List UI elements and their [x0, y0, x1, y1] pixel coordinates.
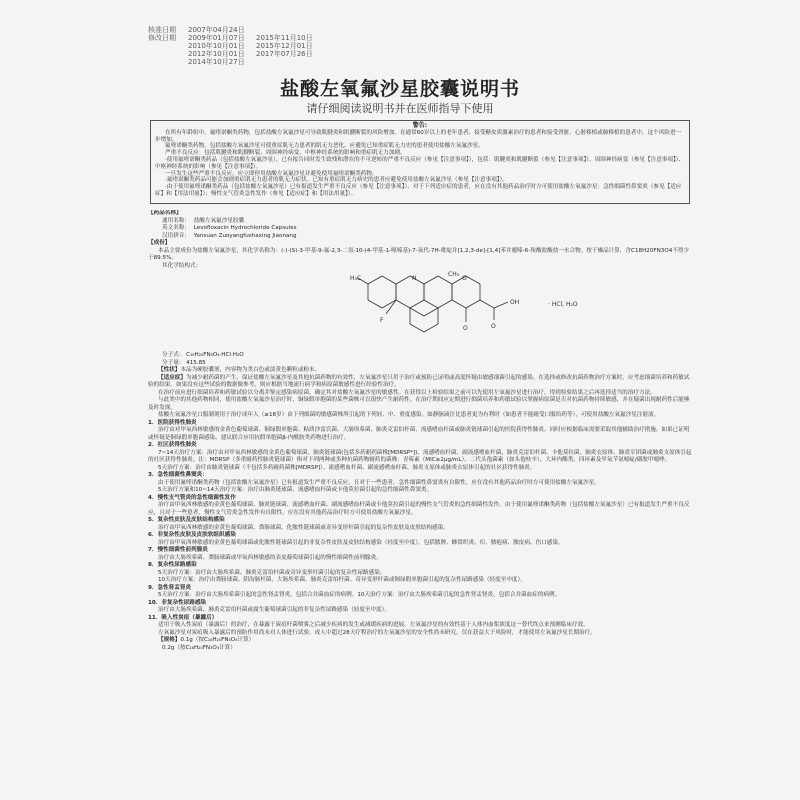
- indication-item-text: 治疗由大肠埃希菌、肺炎克雷伯杆菌或腐生葡萄球菌引起的非复杂性尿路感染（轻度至中度）。: [158, 607, 391, 613]
- spec-line: [148, 637, 694, 645]
- section-heading-indication: 【适应症】: [158, 374, 186, 381]
- warning-paragraph: ·由于使用氟喹诺酮类药品（包括盐酸左氧氟沙星）已有报道发生严重不良反应（参见【注意事项】），对于下列适应症的患者，应在没有其他药品治疗时方可使用盐酸左氧氟沙星：急性细菌性鼻窦炎（参见【适应症】和【用法用量】）；慢性支气管炎急性发作（参见【适应症】和【用法用量】）。: [155, 184, 682, 197]
- revise-date: 2015年11月10日: [256, 34, 313, 42]
- revise-date-row: [148, 50, 313, 58]
- indication-item-heading: 2．社区获得性肺炎: [148, 442, 197, 448]
- indication-item-text: 治疗由甲氧西林敏感的金黄色葡萄球菌或化脓性链球菌引起的非复杂性皮肤及皮肤结构感染（轻度至中度），包括脓肿、蜂窝织炎、疖、脓疱病、脓皮病、伤口感染。: [158, 539, 564, 546]
- leaflet-body: [148, 210, 694, 798]
- spec-value: 0.1g（按C₁₈H₂₀FN₃O₄计算）: [180, 637, 255, 643]
- drug-name-row: [148, 218, 694, 226]
- warning-paragraph: 氟喹诺酮类药物，包括盐酸左氧氟沙星可使重症肌无力患者的肌无力恶化。应避免已知重症肌无力史的患者使用盐酸左氧氟沙星。: [165, 143, 484, 150]
- indication-item-text: 治疗由大肠埃希菌、粪肠球菌或甲氧西林敏感的表皮葡萄球菌引起的慢性细菌性前列腺炎。: [158, 554, 382, 561]
- warning-paragraph: ·使用氟喹诺酮类药品（包括盐酸左氧氟沙星），已有报告同时发生致残和潜在的不可逆转的严重不良反应（参见【注意事项】），包括：肌腱炎和肌腱断裂（参见【注意事项】）、周围神经病变（参见【注意事项】）、中枢神经系统的影响（参见【注意事项】）。: [155, 156, 685, 170]
- molecular-formula: 分子式： C₁₈H₂₀FN₃O₄·HCl·H₂O: [162, 352, 244, 358]
- indication-item-heading: 6．非复杂性皮肤及皮肤软组织感染: [148, 532, 236, 538]
- indication-item-text: 治疗由甲氧西林敏感的金黄色葡萄球菌、肺炎链球菌、流感嗜血杆菌、副流感嗜血杆菌或卡他莫拉菌引起的慢性支气管炎的急性细菌性发作。由于使用氟喹诺酮类药物（包括盐酸左氧氟沙星）已有报道发生严重不良反应，且对于一些患者，慢性支气管炎急性发作有自限性，应在没有其他药品治疗时方可使用盐酸左氧氟沙星。: [148, 502, 690, 516]
- indication-list: [148, 420, 694, 638]
- indication-paragraph: 为减少耐药菌的产生，保证盐酸左氧氟沙星及其他抗菌药物的有效性，左氧氟沙星只用于治疗或预防已证明或高度怀疑由敏感细菌引起的感染。在选择或修改抗菌药物治疗方案时，应考虑细菌培养和药敏试验的结果。如果没有这些试验的数据做参考，则应根据当地流行病学和病原菌敏感性进行经验性治疗。: [148, 374, 690, 388]
- drug-name-value: Yansuan Zuoyangfushaxing Jiaonang: [193, 232, 297, 239]
- svg-text:O: O: [491, 323, 496, 330]
- revise-date-row: [148, 42, 313, 50]
- svg-text:OH: OH: [510, 299, 520, 306]
- indication-item-text: 5天治疗方案：治疗由大肠埃希菌引起的急性肾盂肾炎，包括合并菌血症的病例。10天治疗方案：治疗由大肠埃希菌引起的急性肾盂肾炎，包括合并菌血症的病例。: [158, 592, 561, 598]
- section-heading-spec: 【规格】: [158, 637, 181, 643]
- indication-item-heading: 7．慢性细菌性前列腺炎: [148, 547, 208, 553]
- warning-heading: 警告:: [412, 122, 428, 129]
- structure-label: 其化学结构式：: [162, 262, 202, 269]
- chemical-structure: [148, 270, 694, 352]
- indication-item-text: 治疗由对甲氧西林敏感的金黄色葡萄球菌、铜绿假单胞菌、粘质沙雷氏菌、大肠埃希菌、肺炎克雷伯杆菌、流感嗜血杆菌或肺炎链球菌引起的医院获得性肺炎。同时应根据临床需要采取其他辅助治疗措施。如果已证明或怀疑是铜绿假单胞菌感染，建议联合应用抗假单胞菌β-内酰胺类药物进行治疗。: [148, 427, 690, 441]
- indication-item-text: 5天治疗方案和10~14天治疗方案：治疗由肺炎链球菌、流感嗜血杆菌或卡他莫拉菌引起的急性细菌性鼻窦炎。: [158, 487, 433, 493]
- drug-name-value: 盐酸左氧氟沙星胶囊: [193, 217, 245, 224]
- structure-area: [148, 270, 694, 352]
- approval-label: 核准日期: [148, 26, 176, 34]
- revise-date: 2009年01月07日: [188, 34, 245, 42]
- salt-label: · HCl, H₂O: [548, 301, 578, 308]
- indication-item-heading: 3．急性细菌性鼻窦炎：: [148, 472, 208, 478]
- indication-item-text: 5天治疗方案：治疗由大肠埃希菌、肺炎克雷伯杆菌或奇异变形杆菌引起的复杂性尿路感染。: [158, 569, 386, 576]
- indication-item-text: 适用于吸入性炭疽（暴露后）的治疗，在暴露于炭疽杆菌喷雾之后减少疾病的发生或减缓疾病的进展。左氧氟沙星的有效性基于人体内血浆浓度这一替代终点来预测临床疗效。: [158, 622, 589, 628]
- approval-date: 2007年04月24日: [188, 26, 245, 34]
- indication-item-heading: 9．急性肾盂肾炎: [148, 584, 192, 591]
- revise-date: 2015年12月01日: [256, 42, 313, 50]
- revise-label: 修改日期: [148, 34, 176, 42]
- warning-paragraph: 严重不良反应：包括肌腱炎和肌腱断裂、周围神经病变、中枢神经系统的影响和重症肌无力加剧。: [165, 150, 406, 157]
- revise-date-row: [148, 58, 313, 66]
- drug-name-row: [148, 225, 694, 233]
- svg-text:O: O: [462, 275, 467, 282]
- revise-date: 2017年07月26日: [256, 50, 313, 58]
- indication-paragraph: 在治疗前应进行细菌培养和药敏试验以分离并鉴定感染病原菌，确定其对盐酸左氧氟沙星的敏感性。在获得以上检验结果之前可以先使用左氧氟沙星进行治疗，得到检验结果之后再选择适当的治疗方法。: [158, 389, 656, 396]
- revise-date: 2012年10月01日: [188, 50, 245, 58]
- svg-text:CH₃: CH₃: [448, 271, 460, 278]
- revise-date: 2014年10月27日: [188, 58, 245, 66]
- indication-item-heading: 8．复杂性尿路感染: [148, 562, 197, 568]
- indication-item-text: 由于使用氟喹诺酮类药物（包括盐酸左氧氟沙星）已有报道发生严重不良反应，且对于一些患者，急性细菌性鼻窦炎有自限性，应在没有其他药品治疗时方可使用盐酸左氧氟沙星。: [158, 479, 600, 486]
- indication-item-text: 左氧氟沙星对炭疽吸入暴露后的预防作用尚未对人体进行试验。成人中超过28天疗程治疗的左氧氟沙星的安全性尚未研究。仅在获益大于风险时，才能使用左氧氟沙星长期治疗。: [158, 629, 596, 636]
- svg-text:H₃C: H₃C: [350, 275, 362, 282]
- indication-item-text: 治疗由甲氧西林敏感的金黄色葡萄球菌、粪肠球菌、化脓性链球菌或奇异变形杆菌引起的复杂性皮肤及皮肤结构感染。: [158, 524, 449, 531]
- indication-paragraph: 盐酸左氧氟沙星口服制剂用于治疗成年人（≥18岁）由下列细菌的敏感菌株所引起的下列轻、中、重度感染。如静脉滴注比患者更为有利时（如患者不能耐受口服给药等），可使用盐酸左氧氟沙星注射液。: [158, 412, 660, 418]
- document-title: 盐酸左氧氟沙星胶囊说明书: [279, 78, 520, 100]
- revise-date: 2010年10月01日: [188, 42, 245, 50]
- warning-box: [150, 120, 690, 204]
- svg-text:N: N: [412, 275, 417, 282]
- indication-item-text: 10天治疗方案：治疗由粪肠球菌、阴沟肠杆菌、大肠埃希菌、肺炎克雷伯杆菌、奇异变形杆菌或铜绿假单胞菌引起的复杂性尿路感染（轻度至中度）。: [158, 577, 526, 583]
- indication-item-text: 5天治疗方案：治疗由肺炎链球菌（不包括多药耐药菌株[MDRSP]）、流感嗜血杆菌、副流感嗜血杆菌、肺炎支原体或肺炎衣原体引起的社区获得性肺炎。: [158, 464, 536, 471]
- character-line: [148, 367, 694, 375]
- warning-paragraph: 一旦发生这些严重不良反应，应立即停用盐酸左氧氟沙星并避免使用氟喹诺酮类药物。: [165, 170, 378, 177]
- indication-line: [148, 375, 694, 390]
- indication-item-text: 7~14天治疗方案：治疗由对甲氧西林敏感的金黄色葡萄球菌、肺炎链球菌(包括多药耐药菌株[MDRSP*])、流感嗜血杆菌、副流感嗜血杆菌、肺炎克雷伯杆菌、卡他莫拉菌、肺炎衣原体、肺炎军团菌或肺炎支原体引起的社区获得性肺炎。注：MDRSP（多重耐药性肺炎链球菌）指对下列两种或多种抗菌药物耐药的菌株：青霉素（MIC≥2μg/mL）、二代头孢菌素（如头孢呋辛）、大环内酯类、四环素及甲氧苄氨嘧啶/磺胺甲噁唑。: [148, 449, 692, 463]
- indication-item-heading: 10．非复杂性尿路感染: [148, 599, 207, 606]
- drug-name-key: 通用名称：: [162, 217, 190, 224]
- indication-item-heading: 11．吸入性炭疽（暴露后）: [148, 614, 218, 621]
- ingredient-text: 本品主要成份为盐酸左氧氟沙星，其化学名称为：(-)-(S)-3-甲基-9-氟-2,3-二氢-10-(4-甲基-1-哌嗪基)-7-氧代-7H-吡啶并[1,2,3-de]-[1,4]苯并噁嗪-6-羧酸盐酸盐一水合物。按干燥品计算，含C18H20FN3O4不得少于89.5%。: [148, 247, 690, 261]
- document-subtitle: 请仔细阅读说明书并在医师指导下使用: [306, 102, 494, 115]
- drug-name-key: 英文名称：: [162, 225, 190, 231]
- section-heading-character: 【性状】: [158, 367, 181, 373]
- svg-text:O: O: [463, 325, 468, 332]
- section-heading-ingredient: 【成份】: [148, 240, 171, 246]
- indication-item-heading: 5．复杂性皮肤及皮肤结构感染: [148, 517, 225, 523]
- indication-item-heading: 1．医院获得性肺炎: [148, 419, 197, 426]
- drug-name-key: 汉语拼音：: [162, 232, 190, 239]
- character-text: 本品为硬胶囊剂，内容物为类白色或淡黄色颗粒或粉末。: [180, 367, 321, 373]
- drug-name-value: Levofloxacin Hydrochloride Capsules: [193, 225, 297, 231]
- warning-paragraph: ·氟喹诺酮类药品可能会加剧重症肌无力患者的肌无力症状。已知有重症肌无力病史的患者应避免使用盐酸左氧氟沙星（参见【注意事项】）。: [165, 177, 508, 184]
- molecular-weight: 分子量： 415.85: [162, 359, 206, 366]
- drug-name-row: [148, 233, 694, 241]
- approval-date-row: [148, 26, 313, 34]
- spec-value: 0.2g（按C₁₈H₂₀FN₃O₄计算）: [162, 644, 236, 651]
- svg-text:F: F: [380, 317, 384, 324]
- indication-paragraph: 与此类中的其他药物相同，使用盐酸左氧氟沙星治疗时，铜绿假单胞菌的某些菌株可以很快产生耐药性。在治疗期间应定期进行细菌培养和药敏试验以掌握病原菌是否对抗菌药物持续敏感，并在疑菌出现耐药性后能够及时发现。: [148, 397, 690, 411]
- revise-date-row: [148, 34, 313, 42]
- warning-paragraph: 在所有年龄组中，氟喹诺酮类药物，包括盐酸左氧氟沙星可导致肌腱炎和肌腱断裂的风险增加。在通常60岁以上的老年患者、接受糖皮质激素治疗的患者和接受肾脏、心脏移植或肺移植的患者中，这个风险进一步增加。: [155, 129, 682, 143]
- section-heading-drug-name: 【药品名称】: [148, 210, 182, 216]
- revision-dates: [148, 26, 313, 66]
- indication-item-heading: 4．慢性支气管炎的急性细菌性发作: [148, 494, 236, 501]
